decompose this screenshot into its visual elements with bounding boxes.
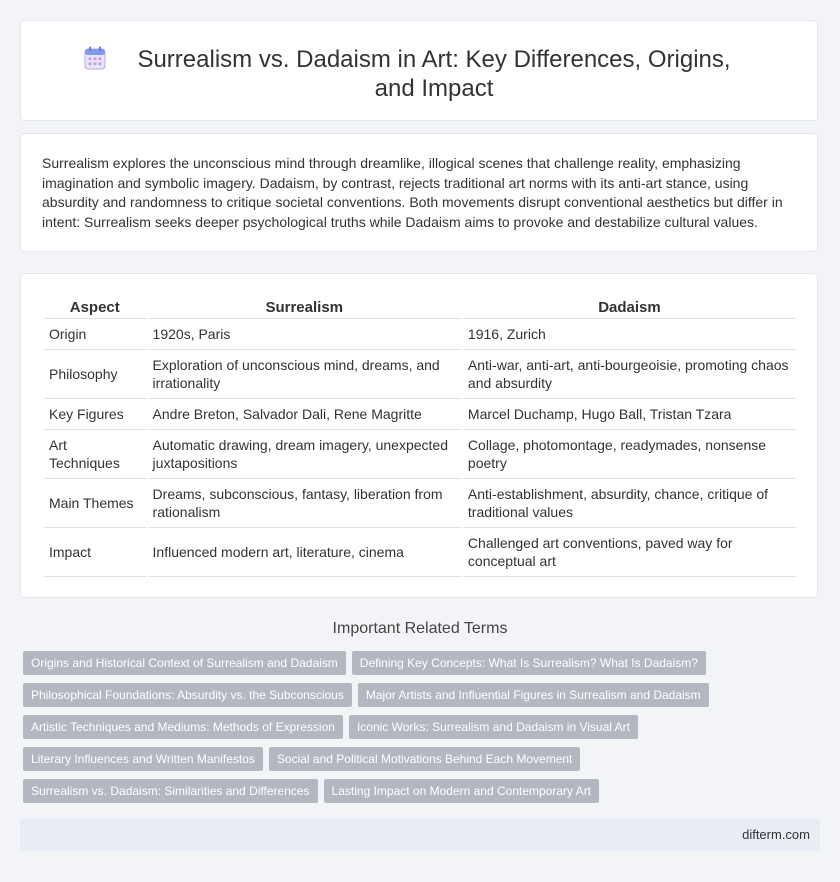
- footer-site-link[interactable]: difterm.com: [742, 827, 810, 842]
- comparison-table: [42, 296, 798, 577]
- related-term-tag[interactable]: Social and Political Motivations Behind Each Movement: [269, 747, 581, 771]
- row-aspect: Impact: [44, 528, 146, 577]
- related-term-tag[interactable]: Artistic Techniques and Mediums: Methods of Expression: [23, 715, 343, 739]
- related-term-tag[interactable]: Origins and Historical Context of Surrealism and Dadaism: [23, 651, 346, 675]
- intro-paragraph: Surrealism explores the unconscious mind through dreamlike, illogical scenes that challenge reality, emphasizing imagination and symbolic imagery. Dadaism, by contrast, rejects traditional art norms with its anti-art stance, using absurdity and randomness to critique societal conventions. Both movements disrupt conventional aesthetics but differ in intent: Surrealism seeks deeper psychological truths while Dadaism aims to provoke and destabilize cultural values.: [42, 155, 783, 230]
- table-row: [44, 479, 796, 528]
- comparison-card: [20, 273, 818, 598]
- tag-row: [23, 747, 813, 771]
- related-term-tag[interactable]: Iconic Works: Surrealism and Dadaism in Visual Art: [349, 715, 638, 739]
- related-term-tag[interactable]: Lasting Impact on Modern and Contemporary Art: [324, 779, 599, 803]
- page-title: Surrealism vs. Dadaism in Art: Key Differences, Origins, and Impact: [137, 46, 731, 102]
- intro-card: [20, 133, 818, 252]
- related-terms-title: Important Related Terms: [332, 620, 508, 637]
- row-aspect: Philosophy: [44, 350, 146, 399]
- row-surrealism: Dreams, subconscious, fantasy, liberation from rationalism: [148, 479, 461, 528]
- related-term-tag[interactable]: Defining Key Concepts: What Is Surrealism? What Is Dadaism?: [352, 651, 706, 675]
- header-dadaism: Dadaism: [463, 296, 796, 319]
- tag-row: [23, 683, 813, 707]
- row-surrealism: 1920s, Paris: [148, 319, 461, 350]
- related-term-tag[interactable]: Major Artists and Influential Figures in Surrealism and Dadaism: [358, 683, 709, 707]
- row-dadaism: Anti-war, anti-art, anti-bourgeoisie, promoting chaos and absurdity: [463, 350, 796, 399]
- table-row: [44, 528, 796, 577]
- row-aspect: Origin: [44, 319, 146, 350]
- row-dadaism: Challenged art conventions, paved way for conceptual art: [463, 528, 796, 577]
- related-term-tag[interactable]: Literary Influences and Written Manifestos: [23, 747, 263, 771]
- row-dadaism: Anti-establishment, absurdity, chance, critique of traditional values: [463, 479, 796, 528]
- row-aspect: Key Figures: [44, 399, 146, 430]
- row-surrealism: Exploration of unconscious mind, dreams, and irrationality: [148, 350, 461, 399]
- header-surrealism: Surrealism: [148, 296, 461, 319]
- related-term-tag[interactable]: Surrealism vs. Dadaism: Similarities and Differences: [23, 779, 318, 803]
- row-dadaism: Collage, photomontage, readymades, nonsense poetry: [463, 430, 796, 479]
- tag-row: [23, 779, 813, 803]
- row-surrealism: Andre Breton, Salvador Dali, Rene Magritte: [148, 399, 461, 430]
- row-aspect: Art Techniques: [44, 430, 146, 479]
- related-term-tag[interactable]: Philosophical Foundations: Absurdity vs. the Subconscious: [23, 683, 352, 707]
- title-card: [20, 20, 818, 121]
- tag-row: [23, 651, 813, 675]
- row-aspect: Main Themes: [44, 479, 146, 528]
- row-dadaism: 1916, Zurich: [463, 319, 796, 350]
- tag-row: [23, 715, 813, 739]
- footer: [20, 818, 820, 851]
- row-surrealism: Influenced modern art, literature, cinema: [148, 528, 461, 577]
- row-surrealism: Automatic drawing, dream imagery, unexpected juxtapositions: [148, 430, 461, 479]
- row-dadaism: Marcel Duchamp, Hugo Ball, Tristan Tzara: [463, 399, 796, 430]
- table-row: [44, 350, 796, 399]
- table-row: [44, 319, 796, 350]
- related-terms-list: [23, 651, 813, 811]
- table-header-row: [44, 296, 796, 319]
- table-row: [44, 430, 796, 479]
- header-aspect: Aspect: [44, 296, 146, 319]
- table-row: [44, 399, 796, 430]
